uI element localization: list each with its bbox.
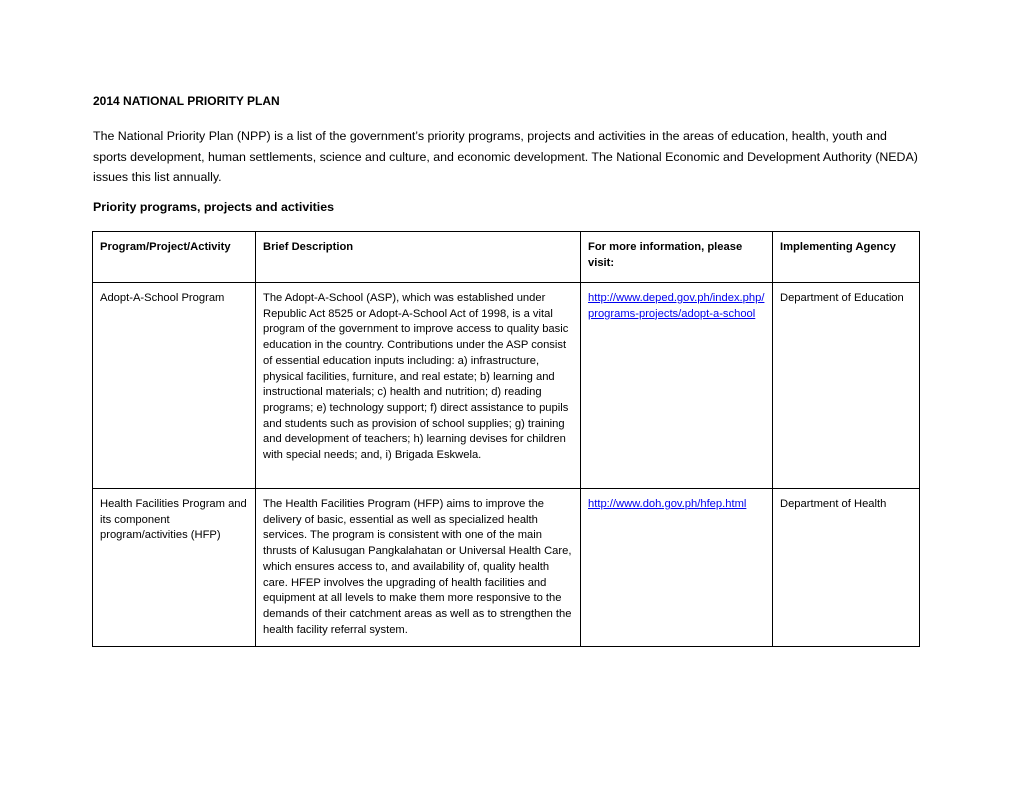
priority-table [92, 231, 920, 647]
cell-description [256, 489, 581, 647]
intro-paragraph: The National Priority Plan (NPP) is a list of the government’s priority programs, projects and activities in the areas of education, health, youth and sports development, human settlements, science and culture, and economic development. The National Economic and Development Authority (NEDA) issues this list annually. [93, 129, 918, 184]
cell-program: Adopt-A-School Program [93, 283, 256, 489]
info-link[interactable]: http://www.doh.gov.ph/hfep.html [588, 498, 747, 510]
cell-program: Health Facilities Program and its component program/activities (HFP) [93, 489, 256, 647]
table-row [93, 489, 920, 647]
header-program: Program/Project/Activity [93, 232, 256, 283]
header-agency: Implementing Agency [773, 232, 920, 283]
header-info: For more information, please visit: [581, 232, 773, 283]
description-text: The Health Facilities Program (HFP) aims to improve the delivery of basic, essential as well as specialized health services. The program is consistent with one of the main thrusts of Kalusugan Pangkalahatan or Universal Health Care, which ensures access to, and availability of, quality health care. HFEP involves the upgrading of health facilities and equipment at all levels to make them more responsive to the demands of their catchment areas as well as to strengthen the health facility referral system. [263, 498, 572, 636]
cell-info [581, 283, 773, 489]
table-header-row [93, 232, 920, 283]
cell-description [256, 283, 581, 489]
description-text: The Adopt-A-School (ASP), which was established under Republic Act 8525 or Adopt-A-School Act of 1998, is a vital program of the government to improve access to quality basic education in the country. Contributions under the ASP consist of essential education inputs including: a) infrastructure, physical facilities, furniture, and real estate; b) learning and instructional materials; c) health and nutrition; d) reading programs; e) technology support; f) direct assistance to pupils and students such as provision of school supplies; g) training and development of teachers; h) learning devises for children with special needs; and, i) Brigada Eskwela. [263, 292, 569, 462]
cell-agency: Department of Health [773, 489, 920, 647]
document-title: 2014 NATIONAL PRIORITY PLAN [93, 94, 280, 108]
header-description: Brief Description [256, 232, 581, 283]
cell-agency: Department of Education [773, 283, 920, 489]
table-row [93, 283, 920, 489]
section-title: Priority programs, projects and activities [93, 200, 335, 214]
info-link[interactable]: http://www.deped.gov.ph/index.php/programs-projects/adopt-a-school [588, 292, 765, 320]
cell-info [581, 489, 773, 647]
